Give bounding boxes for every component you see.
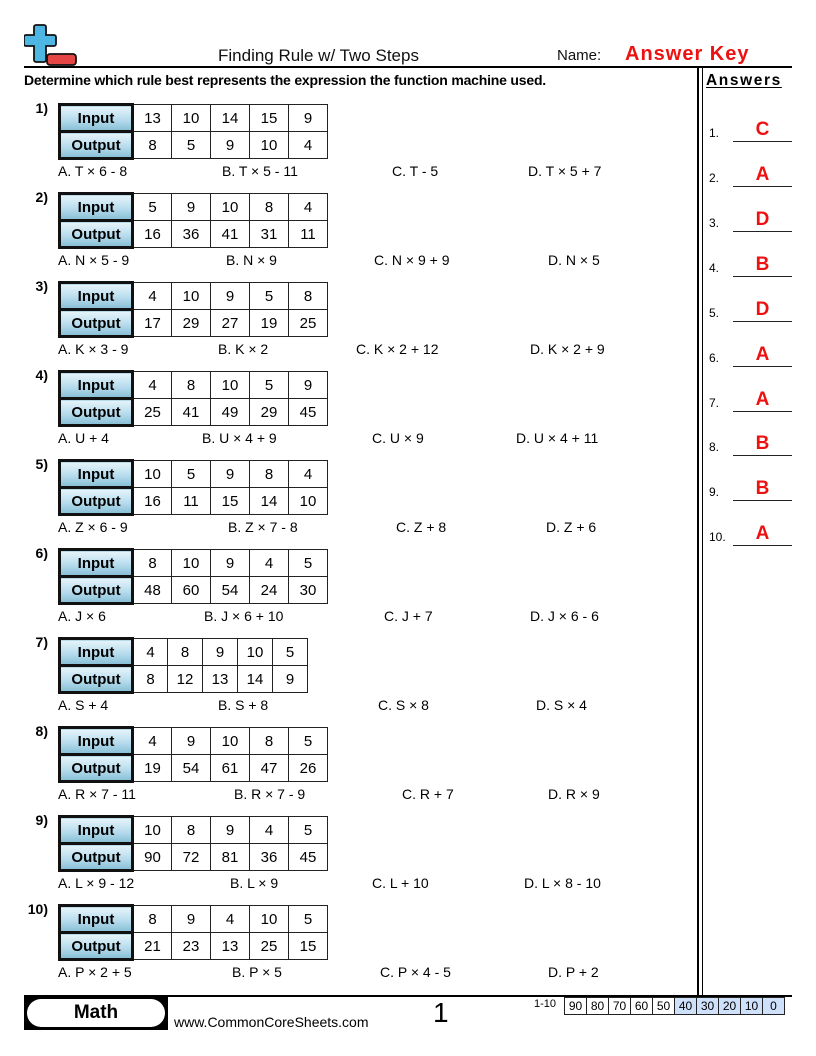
output-header: Output: [60, 221, 133, 248]
output-cell: 25: [133, 399, 172, 426]
choice-a: A. N × 5 - 9: [58, 252, 130, 268]
problem-3: [20, 278, 690, 367]
choice-c: C. U × 9: [372, 430, 424, 446]
answer-number: 9.: [709, 485, 720, 499]
score-cell: 80: [587, 998, 609, 1015]
function-table: [58, 281, 328, 338]
problem-10: [20, 901, 690, 990]
output-cell: 14: [250, 488, 289, 515]
subject-badge: [24, 996, 168, 1030]
instructions: Determine which rule best represents the expression the function machine used.: [24, 72, 546, 88]
score-cell: 30: [697, 998, 719, 1015]
input-cell: 8: [168, 639, 203, 666]
output-cell: 8: [133, 666, 168, 693]
answer-value: B: [755, 433, 770, 454]
input-cell: 10: [172, 105, 211, 132]
input-cell: 4: [250, 550, 289, 577]
input-cell: 8: [133, 906, 172, 933]
answer-value: D: [755, 209, 770, 230]
answer-row: [709, 247, 793, 277]
choice-d: D. U × 4 + 11: [516, 430, 599, 446]
problem-number: 2): [35, 189, 48, 205]
output-cell: 36: [172, 221, 211, 248]
input-cell: 4: [250, 817, 289, 844]
function-table: [58, 192, 328, 249]
choice-a: A. K × 3 - 9: [58, 341, 129, 357]
answer-value: B: [755, 254, 770, 275]
input-cell: 10: [133, 461, 172, 488]
output-cell: 9: [211, 132, 250, 159]
output-cell: 15: [289, 933, 328, 960]
input-cell: 5: [289, 906, 328, 933]
input-cell: 4: [289, 194, 328, 221]
score-cell: 90: [565, 998, 587, 1015]
output-header: Output: [60, 132, 133, 159]
choice-b: B. P × 5: [232, 964, 282, 980]
score-range-label: 1-10: [534, 998, 557, 1010]
score-cell: 10: [741, 998, 763, 1015]
answer-row: [709, 157, 793, 187]
choice-d: D. K × 2 + 9: [530, 341, 605, 357]
input-cell: 5: [289, 728, 328, 755]
output-cell: 54: [172, 755, 211, 782]
choice-d: D. R × 9: [548, 786, 600, 802]
choice-b: B. R × 7 - 9: [234, 786, 306, 802]
input-header: Input: [60, 283, 133, 310]
output-cell: 47: [250, 755, 289, 782]
input-header: Input: [60, 728, 133, 755]
input-header: Input: [60, 817, 133, 844]
choice-b: B. Z × 7 - 8: [228, 519, 298, 535]
answer-number: 10.: [709, 530, 726, 544]
output-cell: 8: [133, 132, 172, 159]
problem-4: [20, 367, 690, 456]
input-header: Input: [60, 550, 133, 577]
output-header: Output: [60, 310, 133, 337]
answer-number: 3.: [709, 216, 720, 230]
output-cell: 27: [211, 310, 250, 337]
function-table: [58, 904, 328, 961]
output-cell: 60: [172, 577, 211, 604]
input-cell: 4: [133, 728, 172, 755]
problem-number: 4): [35, 367, 48, 383]
input-cell: 9: [211, 461, 250, 488]
output-cell: 5: [172, 132, 211, 159]
output-cell: 81: [211, 844, 250, 871]
problem-1: [20, 100, 690, 189]
input-header: Input: [60, 194, 133, 221]
answer-value: A: [755, 164, 770, 185]
input-header: Input: [60, 906, 133, 933]
score-cell: 50: [653, 998, 675, 1015]
choice-a: A. Z × 6 - 9: [58, 519, 128, 535]
output-cell: 19: [133, 755, 172, 782]
choice-c: C. T - 5: [392, 163, 439, 179]
answer-value: C: [755, 119, 770, 140]
problem-8: [20, 723, 690, 812]
input-cell: 5: [250, 372, 289, 399]
answer-row: [709, 202, 793, 232]
function-table: [58, 548, 328, 605]
output-cell: 45: [289, 844, 328, 871]
problem-number: 7): [35, 634, 48, 650]
choice-d: D. T × 5 + 7: [528, 163, 602, 179]
input-cell: 5: [172, 461, 211, 488]
choice-a: A. J × 6: [58, 608, 106, 624]
output-cell: 54: [211, 577, 250, 604]
answer-number: 8.: [709, 440, 720, 454]
output-header: Output: [60, 577, 133, 604]
input-cell: 10: [211, 372, 250, 399]
input-header: Input: [60, 372, 133, 399]
function-table: [58, 103, 328, 160]
choice-d: D. N × 5: [548, 252, 600, 268]
answer-number: 7.: [709, 396, 720, 410]
score-table: [564, 997, 785, 1015]
choice-b: B. K × 2: [218, 341, 269, 357]
choice-c: C. S × 8: [378, 697, 429, 713]
answers-column-divider: [697, 68, 703, 996]
output-cell: 31: [250, 221, 289, 248]
output-cell: 15: [211, 488, 250, 515]
answer-value: A: [755, 389, 770, 410]
score-cell: 0: [763, 998, 785, 1015]
answer-row: [709, 471, 793, 501]
output-cell: 24: [250, 577, 289, 604]
choice-c: C. R + 7: [402, 786, 454, 802]
choice-a: A. R × 7 - 11: [58, 786, 136, 802]
answer-value: A: [755, 344, 770, 365]
output-cell: 4: [289, 132, 328, 159]
choice-d: D. J × 6 - 6: [530, 608, 599, 624]
input-cell: 9: [203, 639, 238, 666]
output-header: Output: [60, 399, 133, 426]
problem-number: 1): [35, 100, 48, 116]
answer-number: 2.: [709, 171, 720, 185]
input-cell: 5: [273, 639, 308, 666]
plus-minus-logo-icon: [24, 24, 78, 66]
answer-row: [709, 426, 793, 456]
input-cell: 4: [133, 283, 172, 310]
header-divider: [24, 66, 792, 68]
output-cell: 41: [172, 399, 211, 426]
input-cell: 8: [172, 372, 211, 399]
output-cell: 10: [289, 488, 328, 515]
choice-a: A. T × 6 - 8: [58, 163, 128, 179]
input-cell: 4: [289, 461, 328, 488]
input-cell: 5: [250, 283, 289, 310]
answer-row: [709, 516, 793, 546]
input-cell: 9: [172, 906, 211, 933]
answer-number: 4.: [709, 261, 720, 275]
answer-number: 6.: [709, 351, 720, 365]
answer-row: [709, 292, 793, 322]
answers-title: Answers: [706, 72, 782, 89]
input-cell: 9: [289, 105, 328, 132]
output-cell: 10: [250, 132, 289, 159]
output-cell: 29: [250, 399, 289, 426]
input-cell: 9: [211, 817, 250, 844]
output-cell: 25: [289, 310, 328, 337]
answer-value: B: [755, 478, 770, 499]
output-cell: 36: [250, 844, 289, 871]
input-cell: 10: [250, 906, 289, 933]
problem-number: 3): [35, 278, 48, 294]
output-cell: 21: [133, 933, 172, 960]
output-cell: 11: [289, 221, 328, 248]
output-cell: 25: [250, 933, 289, 960]
choice-b: B. T × 5 - 11: [222, 163, 298, 179]
input-cell: 8: [172, 817, 211, 844]
input-cell: 9: [172, 194, 211, 221]
choice-a: A. U + 4: [58, 430, 109, 446]
choice-a: A. L × 9 - 12: [58, 875, 135, 891]
problem-number: 6): [35, 545, 48, 561]
function-table: [58, 726, 328, 783]
output-cell: 72: [172, 844, 211, 871]
input-cell: 10: [133, 817, 172, 844]
output-cell: 11: [172, 488, 211, 515]
choice-b: B. L × 9: [230, 875, 279, 891]
output-header: Output: [60, 933, 133, 960]
output-cell: 14: [238, 666, 273, 693]
input-header: Input: [60, 639, 133, 666]
choice-b: B. N × 9: [226, 252, 277, 268]
input-cell: 9: [172, 728, 211, 755]
choice-b: B. S + 8: [218, 697, 269, 713]
choice-b: B. U × 4 + 9: [202, 430, 277, 446]
choice-a: A. S + 4: [58, 697, 109, 713]
function-table: [58, 459, 328, 516]
score-cell: 60: [631, 998, 653, 1015]
output-cell: 16: [133, 488, 172, 515]
output-cell: 90: [133, 844, 172, 871]
page-number: 1: [433, 997, 449, 1028]
score-cell: 40: [675, 998, 697, 1015]
output-cell: 45: [289, 399, 328, 426]
input-cell: 10: [211, 194, 250, 221]
choice-c: C. L + 10: [372, 875, 429, 891]
choice-c: C. K × 2 + 12: [356, 341, 439, 357]
output-cell: 23: [172, 933, 211, 960]
output-header: Output: [60, 755, 133, 782]
function-table: [58, 637, 308, 694]
choice-b: B. J × 6 + 10: [204, 608, 284, 624]
output-cell: 26: [289, 755, 328, 782]
input-cell: 9: [211, 283, 250, 310]
input-header: Input: [60, 461, 133, 488]
input-cell: 8: [289, 283, 328, 310]
input-cell: 5: [289, 550, 328, 577]
input-cell: 9: [289, 372, 328, 399]
output-cell: 19: [250, 310, 289, 337]
input-cell: 10: [172, 283, 211, 310]
site-url: www.CommonCoreSheets.com: [174, 1014, 369, 1030]
function-table: [58, 815, 328, 872]
input-cell: 10: [238, 639, 273, 666]
input-cell: 14: [211, 105, 250, 132]
input-cell: 5: [133, 194, 172, 221]
answer-number: 5.: [709, 306, 720, 320]
output-cell: 30: [289, 577, 328, 604]
problem-5: [20, 456, 690, 545]
problem-2: [20, 189, 690, 278]
input-cell: 4: [133, 372, 172, 399]
problem-number: 5): [35, 456, 48, 472]
input-header: Input: [60, 105, 133, 132]
input-cell: 8: [250, 728, 289, 755]
choice-d: D. P + 2: [548, 964, 599, 980]
subject-label: Math: [27, 999, 165, 1027]
problem-9: [20, 812, 690, 901]
output-header: Output: [60, 666, 133, 693]
input-cell: 10: [172, 550, 211, 577]
answer-value: D: [755, 299, 770, 320]
choice-d: D. Z + 6: [546, 519, 597, 535]
output-cell: 13: [211, 933, 250, 960]
output-cell: 17: [133, 310, 172, 337]
answer-row: [709, 337, 793, 367]
output-cell: 29: [172, 310, 211, 337]
output-cell: 49: [211, 399, 250, 426]
output-cell: 41: [211, 221, 250, 248]
answer-row: [709, 382, 793, 412]
name-label: Name:: [557, 47, 602, 64]
output-cell: 13: [203, 666, 238, 693]
input-cell: 4: [133, 639, 168, 666]
output-cell: 16: [133, 221, 172, 248]
worksheet-title: Finding Rule w/ Two Steps: [218, 46, 419, 65]
problem-number: 8): [35, 723, 48, 739]
choice-c: C. P × 4 - 5: [380, 964, 451, 980]
choice-c: C. Z + 8: [396, 519, 447, 535]
input-cell: 9: [211, 550, 250, 577]
name-value: Answer Key: [625, 43, 750, 65]
problem-7: [20, 634, 690, 723]
output-header: Output: [60, 488, 133, 515]
output-header: Output: [60, 844, 133, 871]
answer-value: A: [755, 523, 770, 544]
output-cell: 12: [168, 666, 203, 693]
input-cell: 5: [289, 817, 328, 844]
output-cell: 9: [273, 666, 308, 693]
score-cell: 20: [719, 998, 741, 1015]
problem-number: 10): [27, 901, 48, 917]
input-cell: 13: [133, 105, 172, 132]
problem-number: 9): [35, 812, 48, 828]
choice-d: D. S × 4: [536, 697, 587, 713]
input-cell: 8: [250, 194, 289, 221]
choice-a: A. P × 2 + 5: [58, 964, 132, 980]
output-cell: 48: [133, 577, 172, 604]
answer-row: [709, 112, 793, 142]
problem-6: [20, 545, 690, 634]
choice-d: D. L × 8 - 10: [524, 875, 601, 891]
input-cell: 10: [211, 728, 250, 755]
choice-c: C. N × 9 + 9: [374, 252, 450, 268]
input-cell: 8: [250, 461, 289, 488]
output-cell: 61: [211, 755, 250, 782]
answer-number: 1.: [709, 126, 720, 140]
function-table: [58, 370, 328, 427]
input-cell: 4: [211, 906, 250, 933]
input-cell: 15: [250, 105, 289, 132]
choice-c: C. J + 7: [384, 608, 433, 624]
score-cell: 70: [609, 998, 631, 1015]
input-cell: 8: [133, 550, 172, 577]
